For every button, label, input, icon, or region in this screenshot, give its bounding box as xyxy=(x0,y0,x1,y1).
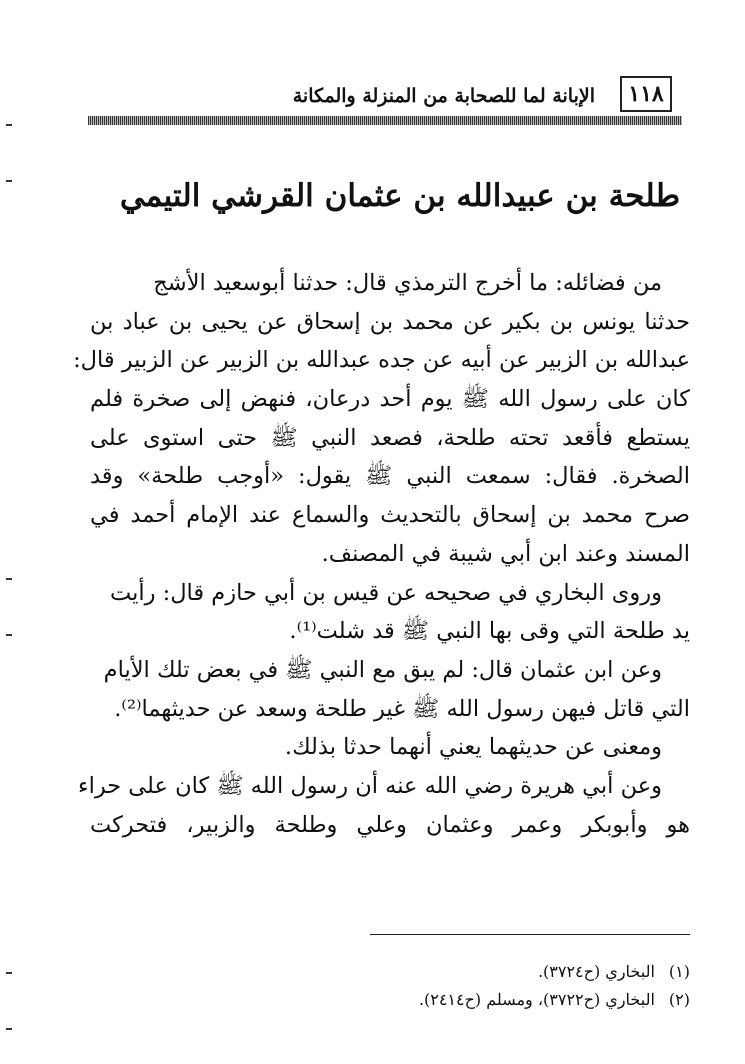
body-line: وعن ابن عثمان قال: لم يبق مع النبي ﷺ في بعض تلك الأيام xyxy=(103,656,662,683)
margin-mark xyxy=(6,1028,12,1030)
body-line: وروى البخاري في صحيحه عن قيس بن أبي حازم قال: رأيت xyxy=(109,579,662,606)
body-line: التي قاتل فيهن رسول الله ﷺ غير طلحة وسعد عن حديثهما⁽²⁾. xyxy=(114,695,690,722)
body-line: المسند وعند ابن أبي شيبة في المصنف. xyxy=(321,540,690,567)
footnote-text: البخاري (ح٣٧٢٢)، ومسلم (ح٢٤١٤). xyxy=(418,990,655,1009)
footnote xyxy=(90,958,690,986)
body-line: صرح محمد بن إسحاق بالتحديث والسماع عند الإمام أحمد في xyxy=(90,502,690,529)
margin-mark xyxy=(6,180,12,182)
margin-mark xyxy=(6,578,12,580)
header-rule xyxy=(88,116,682,125)
margin-mark xyxy=(6,124,12,126)
footnotes xyxy=(90,958,690,1014)
footnote-text: البخاري (ح٣٧٢٤). xyxy=(537,962,655,981)
body-line: ومعنى عن حديثهما يعني أنهما حدثا بذلك. xyxy=(284,734,662,761)
page-number-box xyxy=(620,76,672,112)
body-line: يستطع فأقعد تحته طلحة، فصعد النبي ﷺ حتى استوى على xyxy=(90,424,690,451)
footnote-number: (١) xyxy=(668,962,690,981)
body-line: كان على رسول الله ﷺ يوم أحد درعان، فنهض إلى صخرة فلم xyxy=(90,386,690,413)
running-title: الإبانة لما للصحابة من المنزلة والمكانة xyxy=(292,85,595,107)
body-line: الصخرة. فقال: سمعت النبي ﷺ يقول: «أوجب طلحة» وقد xyxy=(90,463,690,490)
body-line: من فضائله: ما أخرج الترمذي قال: حدثنا أبوسعيد الأشج xyxy=(153,270,662,296)
body-line: حدثنا يونس بن بكير عن محمد بن إسحاق عن يحيى بن عباد بن xyxy=(90,308,690,335)
body-text xyxy=(73,264,690,844)
body-line: عبدالله بن الزبير عن أبيه عن جده عبدالله بن الزبير عن الزبير قال: xyxy=(73,347,690,374)
footnote-rule xyxy=(370,934,690,935)
margin-mark xyxy=(6,972,12,974)
footnote xyxy=(90,986,690,1014)
body-line: هو وأبوبكر وعمر وعثمان وعلي وطلحة والزبير، فتحركت xyxy=(90,811,690,838)
chapter-title: طلحة بن عبيدالله بن عثمان القرشي التيمي xyxy=(119,178,681,214)
footnote-number: (٢) xyxy=(668,990,690,1009)
margin-mark xyxy=(6,634,12,636)
body-line: يد طلحة التي وقى بها النبي ﷺ قد شلت⁽¹⁾. xyxy=(289,618,690,645)
body-line: وعن أبي هريرة رضي الله عنه أن رسول الله ﷺ كان على حراء xyxy=(77,772,662,799)
page-number: ١١٨ xyxy=(628,81,664,107)
